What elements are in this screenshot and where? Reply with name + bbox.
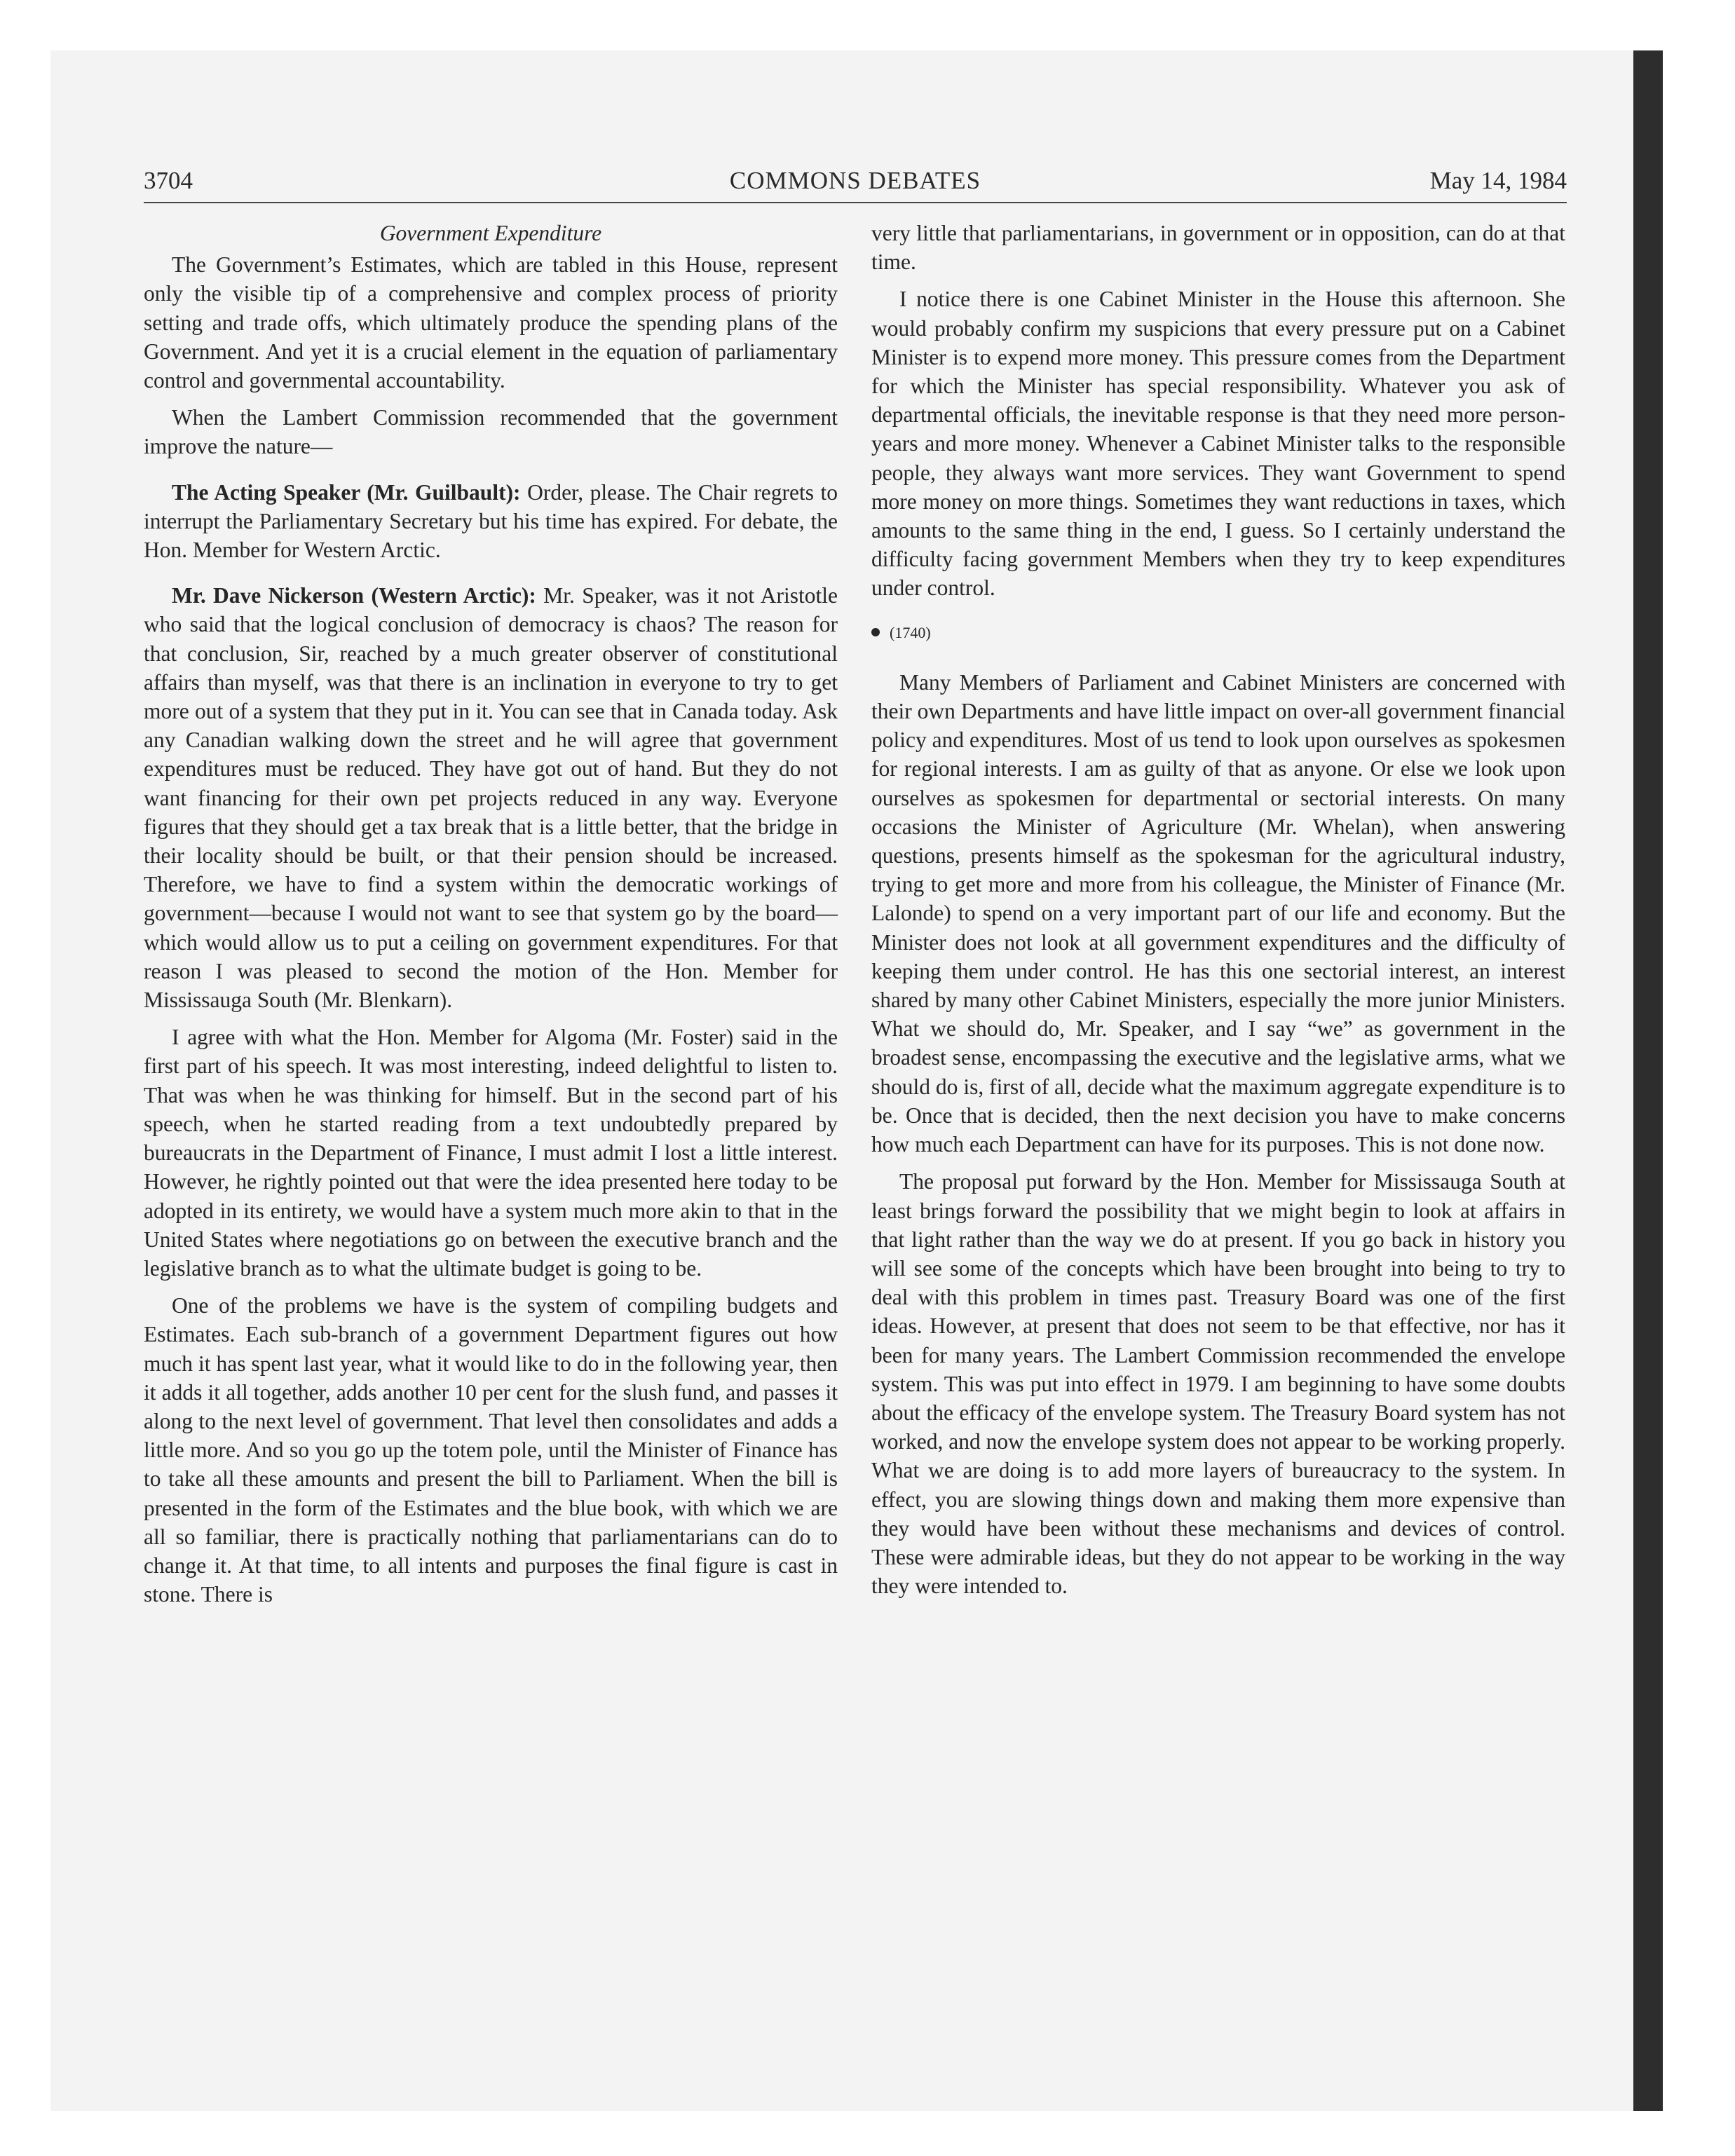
paragraph: The Government’s Estimates, which are tabled in this House, represent only the visible tip of a comprehensive and complex process of priority setting and trade offs, which ultimately produce the spending plans of the Government. And yet it is a crucial element in the equation of parliamentary control and governmental accountability. (144, 252, 838, 393)
speech-text: Order, please. The Chair regrets to interrupt the Parliamentary Secretary but his time has expired. For debate, the Hon. Member for Western Arctic. (144, 479, 838, 563)
paragraph: The proposal put forward by the Hon. Member for Mississauga South at least brings forward the possibility that we might begin to look at affairs in that light rather than the way we do at present. If you go back in history you will see some of the concepts which have been brought into being to try to deal with this problem in times past. Treasury Board was one of the first ideas. However, at present that does not seem to be that effective, nor has it been for many years. The Lambert Commission recommended the envelope system. This was put into effect in 1979. I am beginning to have some doubts about the efficacy of the envelope system. The Treasury Board system has not worked, and now the envelope system does not appear to be working properly. What we are doing is to add more layers of bureaucracy to the system. In effect, you are slowing things down and making them more expensive than they would have been without these mechanisms and devices of control. These were admirable ideas, but they do not appear to be working in the way they were intended to. (871, 1169, 1565, 1599)
speaker-name: Mr. Dave Nickerson (Western Arctic): (172, 583, 536, 608)
paragraph: One of the problems we have is the system of compiling budgets and Estimates. Each sub-branch of a government Department figures out how much it has spent last year, what it would like to do in the following year, then it adds it all together, adds another 10 per cent for the slush fund, and passes it along to the next level of government. That level then consolidates and adds a little more. And so you go up the totem pole, until the Minister of Finance has to take all these amounts and present the bill to Parliament. When the bill is presented in the form of the Estimates and the blue book, with which we are all so familiar, there is practically nothing that parliamentarians can do to change it. At that time, to all intents and purposes the final figure is cast in stone. There is (144, 1293, 838, 1607)
time-marker (871, 618, 1565, 647)
paragraph: I agree with what the Hon. Member for Algoma (Mr. Foster) said in the first part of his speech. It was most interesting, indeed delightful to listen to. That was when he was thinking for himself. But in the second part of his speech, when he started reading from a text undoubtedly prepared by bureaucrats in the Department of Finance, I must admit I lost a little interest. However, he rightly pointed out that were the idea presented here today to be adopted in its entirety, we would have a system much more akin to that in the United States where negotiations go on between the executive branch and the legislative branch as to what the ultimate budget is going to be. (144, 1025, 838, 1281)
bullet-icon (871, 628, 880, 636)
left-column (144, 219, 838, 1617)
paragraph-continued: very little that parliamentarians, in government or in opposition, can do at that time. (871, 221, 1565, 275)
paragraph: I notice there is one Cabinet Minister in the House this afternoon. She would probably confirm my suspicions that every pressure put on a Cabinet Minister is to expend more money. This pressure comes from the Department for which the Minister has special responsibility. Whatever you ask of departmental officials, the inevitable response is that they need more person-years and more money. Whenever a Cabinet Minister talks to the responsible people, they always want more services. They want Government to spend more money on more things. Sometimes they want reductions in taxes, which amounts to the same thing in the end, I guess. So I certainly understand the difficulty facing government Members when they try to keep expenditures under control. (871, 287, 1565, 601)
time-stamp: (1740) (890, 623, 931, 641)
speaker-name: The Acting Speaker (Mr. Guilbault): (172, 479, 521, 505)
speaker-paragraph (144, 478, 838, 565)
section-heading: Government Expenditure (379, 221, 602, 245)
paragraph: When the Lambert Commission recommended that the government improve the nature— (144, 405, 838, 459)
paragraph: Many Members of Parliament and Cabinet Ministers are concerned with their own Departments and have little impact on over-all government financial policy and expenditures. Most of us tend to look upon ourselves as spokesmen for regional interests. I am as guilty of that as anyone. Or else we look upon ourselves as spokesmen for departmental or sectorial interests. On many occasions the Minister of Agriculture (Mr. Whelan), when answering questions, presents himself as the spokesman for the agricultural industry, trying to get more and more from his colleague, the Minister of Finance (Mr. Lalonde) to spend on a very important part of our life and economy. But the Minister does not look at all government expenditures and the difficulty of keeping them under control. He has this one sectorial interest, an interest shared by many other Cabinet Ministers, especially the more junior Ministers. What we should do, Mr. Speaker, and I say “we” as government in the broadest sense, encompassing the executive and the legislative arms, what we should do is, first of all, decide what the maximum aggregate expenditure is to be. Once that is decided, then the next decision you have to make concerns how much each Department can have for its purposes. This is not done now. (871, 669, 1565, 1157)
speech-text: Mr. Speaker, was it not Aristotle who said that the logical conclusion of democracy is chaos? The reason for that conclusion, Sir, reached by a much greater observer of constitutional affairs than myself, was that there is an inclination in everyone to try to get more out of a system that they put in it. You can see that in Canada today. Ask any Canadian walking down the street and he will agree that government expenditures must be reduced. They have got out of hand. But they do not want financing for their own pet projects reduced in any way. Everyone figures that they should get a tax break that is a little better, that the bridge in their locality should be built, or that their pension should be increased. Therefore, we have to find a system within the democratic workings of government—because I would not want to see that system go by the board—which would allow us to put a ceiling on government expenditures. For that reason I was pleased to second the motion of the Hon. Member for Mississauga South (Mr. Blenkarn). (144, 583, 838, 1013)
issue-date: May 14, 1984 (1429, 167, 1567, 194)
page-number: 3704 (144, 167, 193, 194)
scan-edge-shadow (1633, 50, 1663, 2111)
running-head (144, 165, 1567, 203)
publication-title: COMMONS DEBATES (729, 167, 981, 194)
speaker-paragraph (144, 581, 838, 1014)
right-column (871, 219, 1565, 1609)
